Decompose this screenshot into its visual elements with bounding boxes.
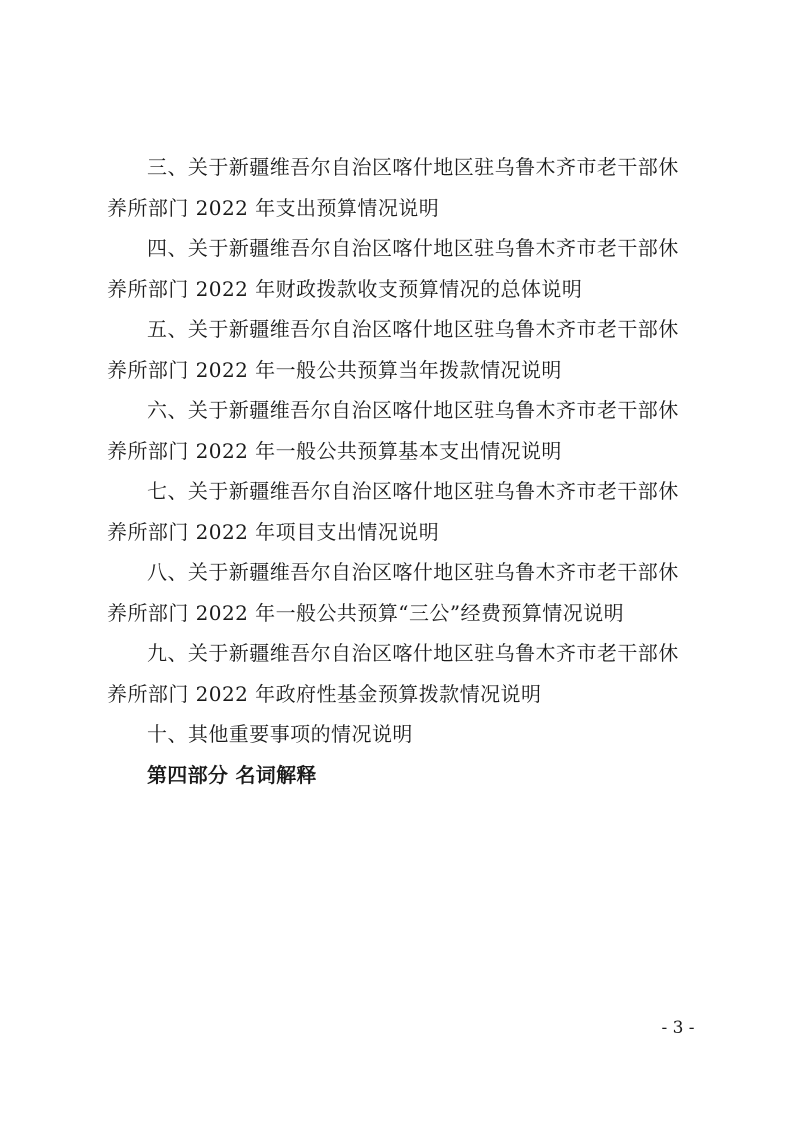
- toc-entry-line: 养所部门 2022 年一般公共预算“三公”经费预算情况说明: [107, 600, 625, 625]
- toc-entry-10: [107, 714, 705, 755]
- toc-entry-line: 四、关于新疆维吾尔自治区喀什地区驻乌鲁木齐市老干部休: [147, 236, 679, 260]
- toc-entry-line: 养所部门 2022 年政府性基金预算拨款情况说明: [107, 681, 542, 706]
- toc-entry-line: 八、关于新疆维吾尔自治区喀什地区驻乌鲁木齐市老干部休: [147, 560, 679, 584]
- toc-entry-8: [107, 552, 705, 633]
- toc-entry-line: 五、关于新疆维吾尔自治区喀什地区驻乌鲁木齐市老干部休: [147, 317, 679, 341]
- toc-entry-9: [107, 633, 705, 714]
- page-number: - 3 -: [661, 1018, 695, 1038]
- toc-entry-6: [107, 390, 705, 471]
- toc-entry-line: 养所部门 2022 年支出预算情况说明: [107, 195, 440, 220]
- toc-entry-line: 养所部门 2022 年项目支出情况说明: [107, 519, 440, 544]
- toc-entry-line: 九、关于新疆维吾尔自治区喀什地区驻乌鲁木齐市老干部休: [147, 641, 679, 665]
- toc-entry-7: [107, 471, 705, 552]
- section-heading: 第四部分 名词解释: [147, 762, 317, 787]
- toc-entry-line: 七、关于新疆维吾尔自治区喀什地区驻乌鲁木齐市老干部休: [147, 479, 679, 503]
- toc-entry-line: 养所部门 2022 年一般公共预算当年拨款情况说明: [107, 357, 562, 382]
- toc-entry-line: 十、其他重要事项的情况说明: [147, 722, 413, 746]
- toc-entry-3: [107, 147, 705, 228]
- toc-entry-line: 三、关于新疆维吾尔自治区喀什地区驻乌鲁木齐市老干部休: [147, 155, 679, 179]
- toc-entry-line: 六、关于新疆维吾尔自治区喀什地区驻乌鲁木齐市老干部休: [147, 398, 679, 422]
- toc-entry-line: 养所部门 2022 年一般公共预算基本支出情况说明: [107, 438, 562, 463]
- toc-content: [107, 147, 705, 795]
- toc-entry-4: [107, 228, 705, 309]
- toc-entry-5: [107, 309, 705, 390]
- toc-entry-line: 养所部门 2022 年财政拨款收支预算情况的总体说明: [107, 276, 583, 301]
